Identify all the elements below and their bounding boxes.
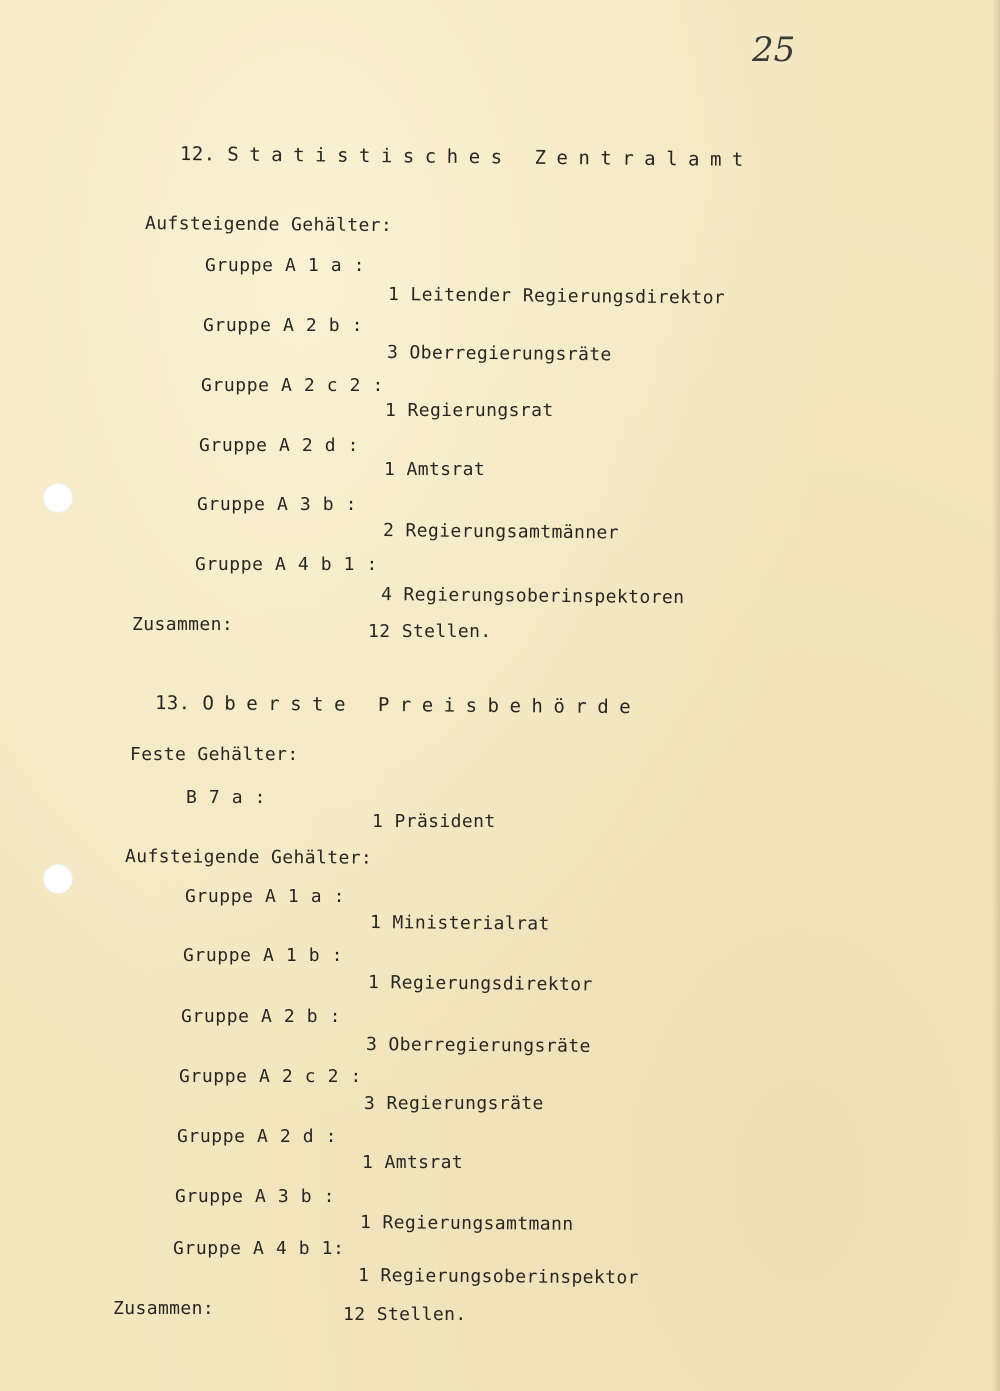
section-13-group-label: Gruppe A 1 a : [185,886,346,907]
page-edge-shadow [992,0,1000,1391]
section-12-heading [180,143,754,171]
section-13-fixed-heading: Feste Gehälter: [130,744,299,765]
section-12-position: 3 Oberregierungsräte [386,342,612,366]
section-13-group-label: Gruppe A 4 b 1: [173,1238,345,1259]
section-13-title: Oberste Preisbehörde [202,692,642,719]
section-13-position: 1 Ministerialrat [369,912,550,935]
section-13-group-label: Gruppe A 2 b : [181,1006,342,1027]
section-13-subheading: Aufsteigende Gehälter: [124,846,373,869]
punch-hole-bottom [43,864,73,894]
section-12-group-label: Gruppe A 2 c 2 : [201,375,384,396]
section-13-number: 13. [154,692,191,715]
section-12-position: 1 Leitender Regierungsdirektor [387,284,726,309]
section-12-position: 1 Regierungsrat [385,400,554,421]
section-13-position: 1 Regierungsoberinspektor [357,1265,640,1289]
section-12-group-label: Gruppe A 1 a : [205,255,366,276]
section-13-fixed-position: 1 Präsident [372,811,496,832]
section-13-position: 3 Oberregierungsräte [365,1034,591,1057]
section-13-total-label: Zusammen: [113,1298,215,1319]
section-12-total-label: Zusammen: [132,614,234,635]
section-13-position: 1 Amtsrat [362,1152,464,1173]
section-13-group-label: Gruppe A 1 b : [183,945,344,966]
section-13-fixed-group-label: B 7 a : [186,787,267,808]
section-13-group-label: Gruppe A 2 d : [177,1126,338,1147]
section-13-total-value: 12 Stellen. [343,1304,467,1325]
section-12-number: 12. [179,143,216,166]
section-12-group-label: Gruppe A 3 b : [197,494,358,515]
section-12-total-value: 12 Stellen. [368,621,492,642]
section-13-position: 1 Regierungsdirektor [367,972,593,996]
section-13-group-label: Gruppe A 2 c 2 : [179,1066,362,1087]
page-number: 25 [752,30,796,70]
section-12-position: 4 Regierungsoberinspektoren [380,584,685,609]
section-13-position: 3 Regierungsräte [364,1093,544,1114]
section-12-title: Statistisches Zentralamt [227,143,755,172]
section-13-group-label: Gruppe A 3 b : [175,1186,336,1207]
punch-hole-top [43,483,73,513]
section-12-subheading: Aufsteigende Gehälter: [144,213,393,237]
section-12-group-label: Gruppe A 2 d : [199,435,360,456]
section-13-heading [155,692,641,718]
section-13-position: 1 Regierungsamtmann [359,1212,574,1235]
section-12-position: 1 Amtsrat [384,459,486,480]
section-12-group-label: Gruppe A 2 b : [203,315,364,336]
section-12-position: 2 Regierungsamtmänner [382,520,620,544]
section-12-group-label: Gruppe A 4 b 1 : [195,554,378,575]
